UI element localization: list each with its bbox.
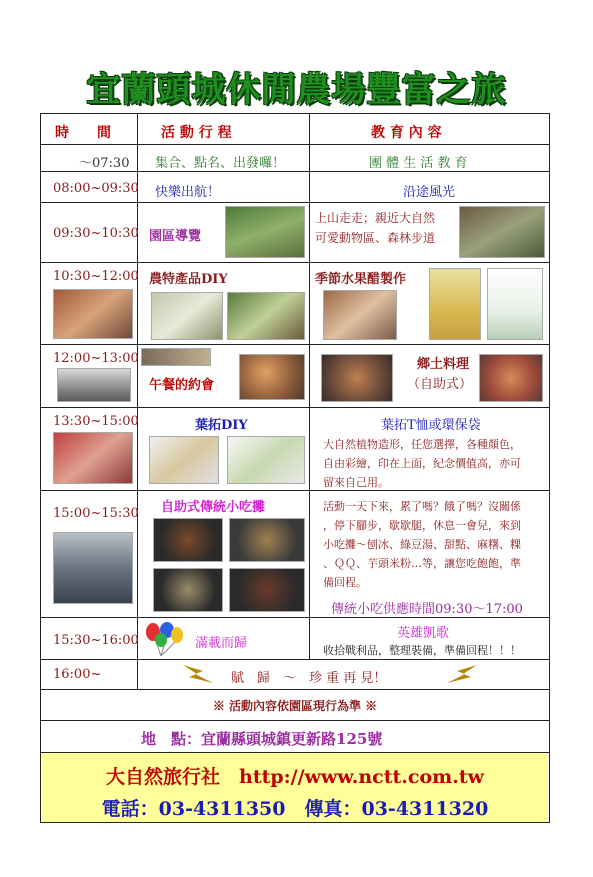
row-education-sub: 收拾戰利品，整理裝備，準備回程！！！ [323, 644, 521, 657]
photo-kitchen [57, 368, 131, 402]
row-time: ～07:30 [79, 156, 130, 171]
photo-diy-produce [227, 292, 305, 340]
photo-diy-kids [53, 289, 133, 339]
row-time: 15:30~16:00 [53, 633, 139, 648]
photo-leaf-prints [149, 436, 219, 484]
lightning-left-icon [181, 663, 215, 685]
agency-name: 大自然旅行社 http://www.nctt.com.tw [106, 766, 484, 788]
photo-lunch-table [141, 348, 211, 366]
row-education-line: 留來自己用。 [323, 476, 389, 489]
row-education: 團 體 生 活 教 育 [369, 156, 468, 171]
row-education: 鄉土料理 [417, 357, 470, 372]
balloons-icon [141, 622, 185, 658]
page-title: 宜蘭頭城休閒農場豐富之旅 [86, 70, 507, 110]
row-education: 季節水果醋製作 [315, 272, 407, 287]
itinerary-table [40, 113, 550, 823]
photo-animals [459, 206, 545, 258]
photo-vinegar-carton [487, 268, 543, 340]
row-education: 英雄凱歌 [397, 626, 450, 641]
row-time: 15:00~15:30 [53, 506, 139, 521]
photo-snack-pot-1 [153, 518, 223, 562]
photo-diy-jars [151, 292, 223, 340]
row-activity: 午餐的約會 [149, 378, 215, 393]
row-education-line: 上山走走；親近大自然 [315, 211, 436, 225]
row-time: 10:30~12:00 [53, 269, 139, 284]
photo-snack-pot-3 [153, 568, 223, 612]
photo-lunch-dishes [239, 354, 305, 400]
row-activity: 農特產品DIY [149, 272, 228, 287]
row-education-line: 大自然植物造形，任您選擇，各種顏色， [323, 438, 521, 451]
photo-leaf-print-kids [53, 432, 133, 484]
photo-snack-stall [53, 532, 133, 604]
header-time: 時 間 [55, 125, 111, 141]
header-education: 教 育 內 容 [371, 125, 442, 141]
row-activity: 自助式傳統小吃攤 [161, 500, 266, 515]
row-time: 12:00~13:00 [53, 351, 139, 366]
row-activity: 園區導覽 [149, 229, 202, 244]
row-education: 葉拓T恤或環保袋 [381, 418, 481, 433]
row-education-line: 備回程。 [323, 576, 367, 589]
row-education-line: ，停下腳步，歇歇腿，休息一會兒，來到 [323, 519, 521, 532]
row-time: 16:00~ [53, 667, 102, 682]
row-time: 08:00~09:30 [53, 181, 139, 196]
row-education-line: 小吃攤～刨冰、綠豆湯、甜點、麻糬、粿 [323, 538, 521, 551]
row-activity: 滿載而歸 [195, 636, 248, 651]
row-time: 09:30~10:30 [53, 226, 139, 241]
photo-snack-pot-2 [229, 518, 305, 562]
row-farewell: 賦 歸 ～ 珍 重 再 見！ [231, 671, 387, 686]
photo-leaf-tshirts [227, 436, 305, 484]
row-education-note: 傳統小吃供應時間09:30～17:00 [331, 602, 523, 617]
address-text: 地 點：宜蘭縣頭城鎮更新路125號 [141, 730, 383, 748]
row-education-line: 活動一天下來，累了嗎？餓了嗎？沒關係 [323, 500, 521, 513]
row-activity: 快樂出航！ [155, 185, 221, 200]
row-activity: 集合、點名、出發囉！ [155, 156, 286, 171]
row-education-sub: （自助式） [407, 377, 473, 392]
lightning-right-icon [445, 663, 479, 685]
row-education-line: 可愛動物區、森林步道 [315, 231, 436, 245]
photo-tour [225, 206, 305, 258]
photo-snack-pot-4 [229, 568, 305, 612]
row-education-line: 、ＱＱ、芋頭米粉…等，讓您吃飽飽，準 [323, 557, 521, 570]
photo-vinegar-class [323, 290, 397, 340]
row-time: 13:30~15:00 [53, 414, 139, 429]
row-education-line: 自由彩繪，印在上面，紀念價值高，亦可 [323, 457, 521, 470]
row-education: 沿途風光 [403, 185, 456, 200]
notice-text: ※ 活動內容依園區現行為準 ※ [212, 699, 378, 713]
photo-local-food [321, 354, 393, 402]
photo-buffet [479, 354, 543, 402]
contact-text: 電話：03-4311350 傳真：03-4311320 [101, 798, 489, 820]
photo-vinegar-bottle [429, 268, 481, 340]
row-activity: 葉拓DIY [195, 418, 248, 433]
header-activity: 活 動 行 程 [161, 125, 232, 141]
